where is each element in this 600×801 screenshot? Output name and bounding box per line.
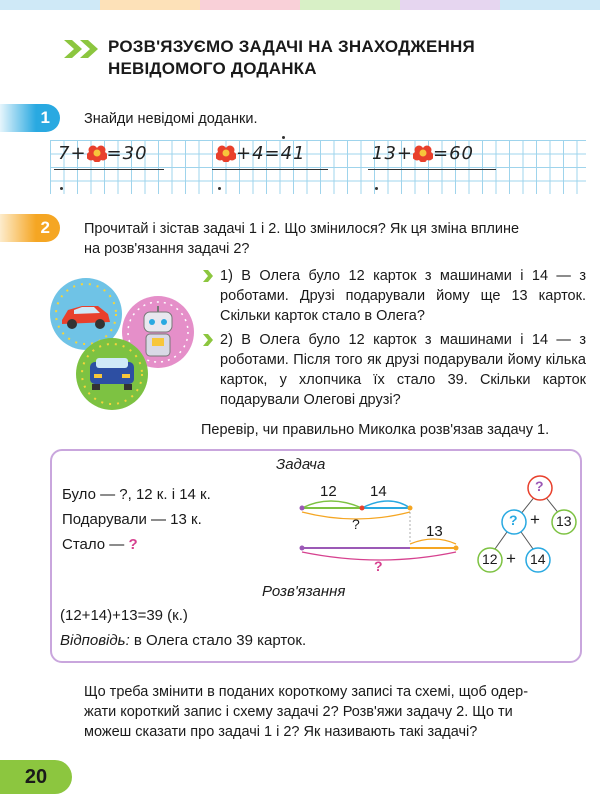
flower-icon	[413, 144, 433, 162]
tree-mid-q: ?	[509, 512, 518, 528]
problem-1: 1) В Олега було 12 карток з машинами і 14 — з роботами. Друзі подарували йому ще 13 карток. Скільки карток стало в Олега?	[220, 268, 586, 324]
tree-plus-2: +	[506, 549, 516, 568]
tree-node-14: 14	[530, 551, 546, 567]
scheme-label-sum-q: ?	[352, 516, 360, 532]
short-note-line-3: Стало — ?	[62, 536, 138, 553]
title-line-1: РОЗВ'ЯЗУЄМО ЗАДАЧІ НА ЗНАХОДЖЕННЯ	[108, 37, 475, 56]
answer-dot-1	[60, 187, 63, 190]
task-2-badge: 2	[0, 214, 60, 242]
scheme-label-12: 12	[320, 483, 337, 500]
footer-question: Що треба змінити в поданих короткому записі та схемі, щоб одер- жати короткий запис і схему задачі 2? Розв'яжи задачу 2. Що ти можеш сказати про задачі 1 і 2? Як називають такі задачі?	[84, 684, 529, 740]
unknown-mark: ?	[128, 536, 138, 553]
equation-2: +4=41	[216, 143, 306, 164]
chevron-bullet-icon	[202, 270, 214, 282]
equation-2-underline	[212, 169, 328, 170]
task-2-instruction: Прочитай і зістав задачі 1 і 2. Що змінилося? Як ця зміна вплине на розв'язання задачі 2?	[84, 221, 520, 257]
scheme-label-14: 14	[370, 483, 387, 500]
tree-top-q: ?	[535, 478, 544, 494]
double-chevron-icon	[64, 38, 104, 60]
chevron-bullet-icon	[202, 334, 214, 346]
grid-dot	[282, 136, 285, 139]
answer-dot-2	[218, 187, 221, 190]
tree-plus-1: +	[530, 510, 540, 529]
problem-2: 2) В Олега було 12 карток з машинами і 14 — з роботами. Після того як друзі подарували йому кілька карток, у хлопчика їх стало 39. Скільки карток подарували Олегові друзі?	[220, 332, 586, 408]
box-heading-solution: Розв'язання	[262, 583, 346, 600]
suv-sticker	[76, 338, 148, 410]
cards-illustration	[48, 276, 196, 412]
equation-1-underline	[54, 169, 164, 170]
short-note-line-1: Було — ?, 12 к. і 14 к.	[62, 486, 211, 503]
solution-expression: (12+14)+13=39 (к.)	[60, 607, 188, 624]
title-line-2: НЕВІДОМОГО ДОДАНКА	[108, 59, 317, 78]
short-note-line-2: Подарували — 13 к.	[62, 511, 202, 528]
tree-node-13: 13	[556, 513, 572, 529]
answer-label: Відповідь:	[60, 632, 130, 649]
task-1-badge: 1	[0, 104, 60, 132]
answer-line	[60, 632, 306, 649]
page-number: 20	[0, 760, 72, 794]
equation-1: 7+ =30	[58, 143, 148, 164]
page-title	[108, 36, 578, 80]
scheme-label-13: 13	[426, 523, 443, 540]
equation-3-underline	[368, 169, 496, 170]
task-1-instruction: Знайди невідомі доданки.	[84, 111, 258, 127]
answer-text: в Олега стало 39 карток.	[129, 632, 307, 649]
check-instruction: Перевір, чи правильно Миколка розв'язав задачу 1.	[201, 422, 550, 438]
equation-3: 13+ =60	[372, 143, 474, 164]
scheme-label-total-q: ?	[374, 558, 383, 574]
flower-icon	[216, 144, 236, 162]
tree-node-12: 12	[482, 551, 498, 567]
box-heading-task: Задача	[276, 456, 326, 473]
flower-icon	[87, 144, 107, 162]
top-color-stripe	[0, 0, 600, 10]
answer-dot-3	[375, 187, 378, 190]
